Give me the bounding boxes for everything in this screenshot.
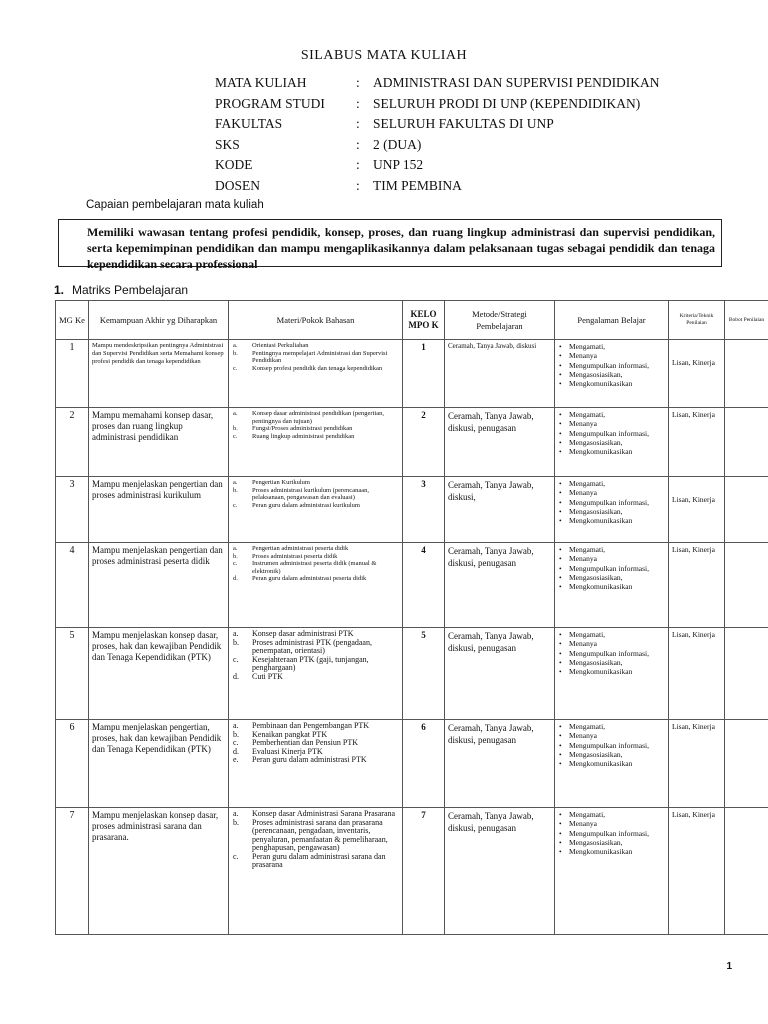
materi-item bbox=[232, 487, 399, 502]
table-header-row bbox=[56, 301, 768, 340]
pengalaman-item: • Menanya bbox=[558, 819, 665, 828]
materi-text: Evaluasi Kinerja PTK bbox=[252, 746, 323, 756]
materi-item bbox=[232, 342, 399, 350]
materi-text: Pemberhentian dan Pensiun PTK bbox=[252, 738, 358, 747]
materi-text: Fungsi/Proses administrasi pendidikan bbox=[252, 425, 353, 432]
materi-text: Kesejahteraan PTK (gaji, tunjangan, penghargaan) bbox=[252, 654, 369, 672]
pengalaman-list bbox=[558, 810, 665, 856]
cell-materi bbox=[229, 408, 403, 477]
materi-item bbox=[232, 656, 399, 673]
pengalaman-list bbox=[558, 410, 665, 456]
cell-metode: Ceramah, Tanya Jawab, diskusi, bbox=[445, 477, 555, 543]
cell-materi bbox=[229, 628, 403, 720]
cell-mg: 1 bbox=[56, 340, 89, 408]
cell-metode: Ceramah, Tanya Jawab, diskusi bbox=[445, 340, 555, 408]
pengalaman-item: • Menanya bbox=[558, 419, 665, 428]
materi-letter: c. bbox=[233, 501, 238, 509]
cell-bobot bbox=[725, 340, 768, 408]
cell-kriteria: Lisan, Kinerja bbox=[669, 408, 725, 477]
materi-text: Peran guru dalam administrasi peserta didik bbox=[252, 575, 367, 582]
header-kriteria: Kriteria/Teknik Penilaian bbox=[669, 301, 725, 340]
course-info-colon: : bbox=[356, 116, 360, 132]
course-info bbox=[215, 75, 755, 199]
course-info-colon: : bbox=[356, 75, 360, 90]
pengalaman-item: • Menanya bbox=[558, 488, 665, 497]
materi-list bbox=[232, 810, 399, 870]
materi-text: Pengertian Kurikulum bbox=[252, 479, 310, 486]
table-row bbox=[56, 408, 768, 477]
course-info-colon: : bbox=[356, 95, 360, 111]
header-bobot: Bobot Penilaian bbox=[725, 301, 768, 340]
materi-list bbox=[232, 342, 399, 372]
materi-item bbox=[232, 410, 399, 425]
materi-letter: a. bbox=[233, 809, 239, 818]
pengalaman-item: • Mengkomunikasikan bbox=[558, 447, 665, 456]
learning-matrix-table bbox=[55, 300, 768, 935]
cell-bobot bbox=[725, 628, 768, 720]
course-info-value: TIM PEMBINA bbox=[373, 177, 462, 193]
pengalaman-item: • Mengumpulkan informasi, bbox=[558, 361, 665, 370]
cell-pengalaman bbox=[555, 808, 669, 935]
materi-list bbox=[232, 545, 399, 583]
materi-item bbox=[232, 756, 399, 765]
pengalaman-item: • Mengasosiasikan, bbox=[558, 838, 665, 847]
pengalaman-item: • Mengumpulkan informasi, bbox=[558, 564, 665, 573]
materi-letter: c. bbox=[233, 432, 238, 440]
materi-letter: a. bbox=[233, 479, 238, 486]
pengalaman-list bbox=[558, 630, 665, 676]
pengalaman-item: • Mengasosiasikan, bbox=[558, 438, 665, 447]
cell-kriteria: Lisan, Kinerja bbox=[669, 543, 725, 628]
materi-item bbox=[232, 502, 399, 510]
materi-letter: a. bbox=[233, 410, 238, 417]
pengalaman-item: • Mengumpulkan informasi, bbox=[558, 649, 665, 658]
materi-letter: c. bbox=[233, 364, 238, 372]
materi-text: Pengertian administrasi peserta didik bbox=[252, 545, 349, 552]
cell-kelompok: 1 bbox=[403, 340, 445, 408]
course-info-label: DOSEN bbox=[215, 177, 261, 193]
cell-kelompok: 6 bbox=[403, 720, 445, 808]
table-row bbox=[56, 477, 768, 543]
materi-text: Pembinaan dan Pengembangan PTK bbox=[252, 721, 370, 730]
materi-item bbox=[232, 350, 399, 365]
cell-kriteria: Lisan, Kinerja bbox=[669, 340, 725, 408]
cell-materi bbox=[229, 808, 403, 935]
materi-list bbox=[232, 479, 399, 509]
materi-list bbox=[232, 722, 399, 765]
pengalaman-item: • Mengumpulkan informasi, bbox=[558, 829, 665, 838]
cell-metode: Ceramah, Tanya Jawab, diskusi, penugasan bbox=[445, 628, 555, 720]
course-info-row bbox=[215, 157, 755, 178]
cell-kriteria: Lisan, Kinerja bbox=[669, 808, 725, 935]
pengalaman-item: • Mengamati, bbox=[558, 722, 665, 731]
cell-kemampuan: Mampu memahami konsep dasar, proses dan ruang lingkup administrasi pendidikan bbox=[89, 408, 229, 477]
course-info-label: PROGRAM STUDI bbox=[215, 95, 325, 111]
materi-list bbox=[232, 630, 399, 681]
materi-item bbox=[232, 365, 399, 373]
pengalaman-item: • Mengasosiasikan, bbox=[558, 750, 665, 759]
header-pengalaman: Pengalaman Belajar bbox=[555, 301, 669, 340]
section-number: 1. bbox=[54, 283, 65, 297]
cell-kelompok: 2 bbox=[403, 408, 445, 477]
cell-mg: 6 bbox=[56, 720, 89, 808]
materi-item bbox=[232, 673, 399, 682]
materi-letter: b. bbox=[233, 486, 238, 494]
pengalaman-item: • Mengasosiasikan, bbox=[558, 370, 665, 379]
cell-bobot bbox=[725, 543, 768, 628]
materi-list bbox=[232, 410, 399, 440]
course-info-colon: : bbox=[356, 177, 360, 193]
pengalaman-item: • Mengkomunikasikan bbox=[558, 847, 665, 856]
cell-mg: 4 bbox=[56, 543, 89, 628]
materi-text: Konsep dasar administrasi PTK bbox=[252, 629, 354, 638]
materi-item bbox=[232, 853, 399, 870]
materi-text: Ruang lingkup administrasi pendidikan bbox=[252, 432, 355, 440]
cell-mg: 2 bbox=[56, 408, 89, 477]
materi-letter: c. bbox=[233, 560, 238, 567]
cell-kemampuan: Mampu menjelaskan pengertian, proses, hak dan kewajiban Pendidik dan Tenaga Kependidikan (PTK) bbox=[89, 720, 229, 808]
materi-text: Peran guru dalam administrasi sarana dan prasarana bbox=[252, 851, 386, 869]
cell-pengalaman bbox=[555, 628, 669, 720]
table-row bbox=[56, 543, 768, 628]
pengalaman-item: • Mengamati, bbox=[558, 410, 665, 419]
cell-mg: 5 bbox=[56, 628, 89, 720]
learning-outcome-heading: Capaian pembelajaran mata kuliah bbox=[86, 199, 264, 211]
course-info-label: SKS bbox=[215, 136, 240, 152]
section-title: Matriks Pembelajaran bbox=[72, 283, 189, 297]
pengalaman-item: • Mengumpulkan informasi, bbox=[558, 429, 665, 438]
materi-letter: a. bbox=[233, 342, 238, 349]
materi-text: Peran guru dalam administrasi PTK bbox=[252, 755, 367, 764]
cell-metode: Ceramah, Tanya Jawab, diskusi, penugasan bbox=[445, 720, 555, 808]
pengalaman-item: • Mengkomunikasikan bbox=[558, 667, 665, 676]
cell-pengalaman bbox=[555, 340, 669, 408]
pengalaman-item: • Mengasosiasikan, bbox=[558, 573, 665, 582]
course-info-row bbox=[215, 178, 755, 199]
materi-item bbox=[232, 433, 399, 441]
materi-item bbox=[232, 560, 399, 575]
materi-text: Orientasi Perkuliahan bbox=[252, 342, 309, 349]
cell-kemampuan: Mampu menjelaskan pengertian dan proses administrasi peserta didik bbox=[89, 543, 229, 628]
pengalaman-list bbox=[558, 342, 665, 388]
cell-mg: 3 bbox=[56, 477, 89, 543]
table-row bbox=[56, 340, 768, 408]
cell-kemampuan: Mampu mendeskripsikan pentingnya Administrasi dan Supervisi Pendidikan serta Memahami konsep profesi pendidik dan tenaga kependidikan bbox=[89, 340, 229, 408]
materi-letter: c. bbox=[233, 738, 239, 747]
cell-bobot bbox=[725, 720, 768, 808]
pengalaman-item: • Mengasosiasikan, bbox=[558, 507, 665, 516]
materi-item bbox=[232, 639, 399, 656]
pengalaman-item: • Mengumpulkan informasi, bbox=[558, 741, 665, 750]
materi-text: Kenaikan pangkat PTK bbox=[252, 729, 328, 739]
cell-pengalaman bbox=[555, 720, 669, 808]
pengalaman-item: • Menanya bbox=[558, 351, 665, 360]
materi-text: Konsep dasar Administrasi Sarana Prasarana bbox=[252, 809, 396, 818]
page-number: 1 bbox=[726, 961, 732, 972]
cell-materi bbox=[229, 720, 403, 808]
cell-pengalaman bbox=[555, 408, 669, 477]
materi-text: Pentingnya mempelajari Administrasi dan Supervisi Pendidikan bbox=[252, 349, 388, 364]
materi-item bbox=[232, 819, 399, 853]
course-info-value: 2 (DUA) bbox=[373, 136, 422, 152]
pengalaman-item: • Mengumpulkan informasi, bbox=[558, 498, 665, 507]
materi-letter: a. bbox=[233, 545, 238, 552]
cell-metode: Ceramah, Tanya Jawab, diskusi, penugasan bbox=[445, 543, 555, 628]
pengalaman-item: • Mengkomunikasikan bbox=[558, 379, 665, 388]
pengalaman-item: • Mengasosiasikan, bbox=[558, 658, 665, 667]
materi-text: Proses administrasi peserta didik bbox=[252, 552, 338, 560]
cell-kelompok: 7 bbox=[403, 808, 445, 935]
header-kemampuan: Kemampuan Akhir yg Diharapkan bbox=[89, 301, 229, 340]
cell-mg: 7 bbox=[56, 808, 89, 935]
materi-item bbox=[232, 545, 399, 553]
pengalaman-list bbox=[558, 479, 665, 525]
course-info-label: MATA KULIAH bbox=[215, 75, 307, 90]
materi-letter: c. bbox=[233, 851, 239, 861]
materi-item bbox=[232, 575, 399, 583]
materi-letter: b. bbox=[233, 729, 239, 739]
cell-pengalaman bbox=[555, 543, 669, 628]
materi-text: Instrumen administrasi peserta didik (manual & elektronik) bbox=[252, 560, 377, 575]
cell-pengalaman bbox=[555, 477, 669, 543]
course-info-colon: : bbox=[356, 136, 360, 152]
pengalaman-item: • Menanya bbox=[558, 731, 665, 740]
pengalaman-list bbox=[558, 545, 665, 591]
cell-materi bbox=[229, 543, 403, 628]
course-info-label: KODE bbox=[215, 157, 253, 173]
course-info-colon: : bbox=[356, 157, 360, 173]
materi-letter: d. bbox=[233, 575, 238, 582]
section-heading bbox=[54, 283, 188, 297]
pengalaman-item: • Mengamati, bbox=[558, 810, 665, 819]
course-info-value: ADMINISTRASI DAN SUPERVISI PENDIDIKAN bbox=[373, 75, 660, 90]
table-row bbox=[56, 808, 768, 935]
cell-kemampuan: Mampu menjelaskan konsep dasar, proses, hak dan kewajiban Pendidik dan Tenaga Kependidikan (PTK) bbox=[89, 628, 229, 720]
cell-materi bbox=[229, 477, 403, 543]
course-info-value: SELURUH FAKULTAS DI UNP bbox=[373, 116, 554, 132]
cell-kelompok: 5 bbox=[403, 628, 445, 720]
cell-bobot bbox=[725, 808, 768, 935]
header-materi: Materi/Pokok Bahasan bbox=[229, 301, 403, 340]
materi-letter: b. bbox=[233, 552, 238, 560]
materi-letter: d. bbox=[233, 746, 239, 756]
materi-letter: b. bbox=[233, 637, 239, 647]
course-info-value: SELURUH PRODI DI UNP (KEPENDIDIKAN) bbox=[373, 95, 641, 111]
materi-text: Cuti PTK bbox=[252, 671, 283, 681]
materi-letter: a. bbox=[233, 721, 239, 730]
materi-text: Konsep dasar administrasi pendidikan (pengertian, pentingnya dan tujuan) bbox=[252, 410, 384, 425]
materi-text: Proses administrasi sarana dan prasarana (perencanaan, pengadaan, inventaris, penyaluran, pemanfaatan & pemeliharaan, penghapusan, pengawasan) bbox=[252, 817, 388, 852]
pengalaman-item: • Mengkomunikasikan bbox=[558, 516, 665, 525]
materi-text: Proses administrasi kurikulum (perencanaan, pelaksanaan, pengawasan dan evaluasi) bbox=[252, 486, 369, 501]
materi-item bbox=[232, 479, 399, 487]
course-info-row bbox=[215, 96, 755, 117]
materi-letter: a. bbox=[233, 629, 239, 638]
pengalaman-list bbox=[558, 722, 665, 768]
materi-letter: c. bbox=[233, 654, 239, 664]
learning-outcome-box: Memiliki wawasan tentang profesi pendidik, konsep, proses, dan ruang lingkup administrasi dan supervisi pendidikan, serta kepemimpinan pendidikan dan mampu mengaplikasikannya dalam pelaksanaan tugas sebagai pendidik dan tenaga kependidikan secara professional bbox=[58, 219, 722, 267]
materi-text: Peran guru dalam administrasi kurikulum bbox=[252, 501, 360, 509]
pengalaman-item: • Mengamati, bbox=[558, 342, 665, 351]
course-info-row bbox=[215, 116, 755, 137]
materi-letter: d. bbox=[233, 671, 239, 681]
cell-bobot bbox=[725, 408, 768, 477]
table-row bbox=[56, 720, 768, 808]
materi-item bbox=[232, 425, 399, 433]
pengalaman-item: • Mengkomunikasikan bbox=[558, 759, 665, 768]
course-info-value: UNP 152 bbox=[373, 157, 424, 173]
materi-letter: b. bbox=[233, 349, 238, 357]
materi-text: Konsep profesi pendidik dan tenaga kependidikan bbox=[252, 364, 383, 372]
table-row bbox=[56, 628, 768, 720]
document-title: SILABUS MATA KULIAH bbox=[300, 48, 468, 63]
materi-text: Proses administrasi PTK (pengadaan, penempatan, orientasi) bbox=[252, 637, 372, 655]
pengalaman-item: • Mengamati, bbox=[558, 630, 665, 639]
course-info-row bbox=[215, 137, 755, 158]
cell-kriteria: Lisan, Kinerja bbox=[669, 628, 725, 720]
cell-kemampuan: Mampu menjelaskan konsep dasar, proses administrasi sarana dan prasarana. bbox=[89, 808, 229, 935]
cell-kelompok: 4 bbox=[403, 543, 445, 628]
cell-metode: Ceramah, Tanya Jawab, diskusi, penugasan bbox=[445, 808, 555, 935]
materi-letter: b. bbox=[233, 817, 239, 827]
cell-kriteria: Lisan, Kinerja bbox=[669, 477, 725, 543]
cell-materi bbox=[229, 340, 403, 408]
pengalaman-item: • Mengamati, bbox=[558, 545, 665, 554]
cell-metode: Ceramah, Tanya Jawab, diskusi, penugasan bbox=[445, 408, 555, 477]
pengalaman-item: • Mengamati, bbox=[558, 479, 665, 488]
pengalaman-item: • Mengkomunikasikan bbox=[558, 582, 665, 591]
cell-bobot bbox=[725, 477, 768, 543]
header-kelompok: KELO MPO K bbox=[403, 301, 445, 340]
pengalaman-item: • Menanya bbox=[558, 554, 665, 563]
course-info-row bbox=[215, 75, 755, 96]
materi-letter: e. bbox=[233, 755, 239, 764]
header-mg: MG Ke bbox=[56, 301, 89, 340]
cell-kemampuan: Mampu menjelaskan pengertian dan proses administrasi kurikulum bbox=[89, 477, 229, 543]
materi-letter: b. bbox=[233, 425, 238, 432]
cell-kriteria: Lisan, Kinerja bbox=[669, 720, 725, 808]
materi-item bbox=[232, 553, 399, 561]
header-metode: Metode/Strategi Pembelajaran bbox=[445, 301, 555, 340]
cell-kelompok: 3 bbox=[403, 477, 445, 543]
pengalaman-item: • Menanya bbox=[558, 639, 665, 648]
course-info-label: FAKULTAS bbox=[215, 116, 283, 132]
